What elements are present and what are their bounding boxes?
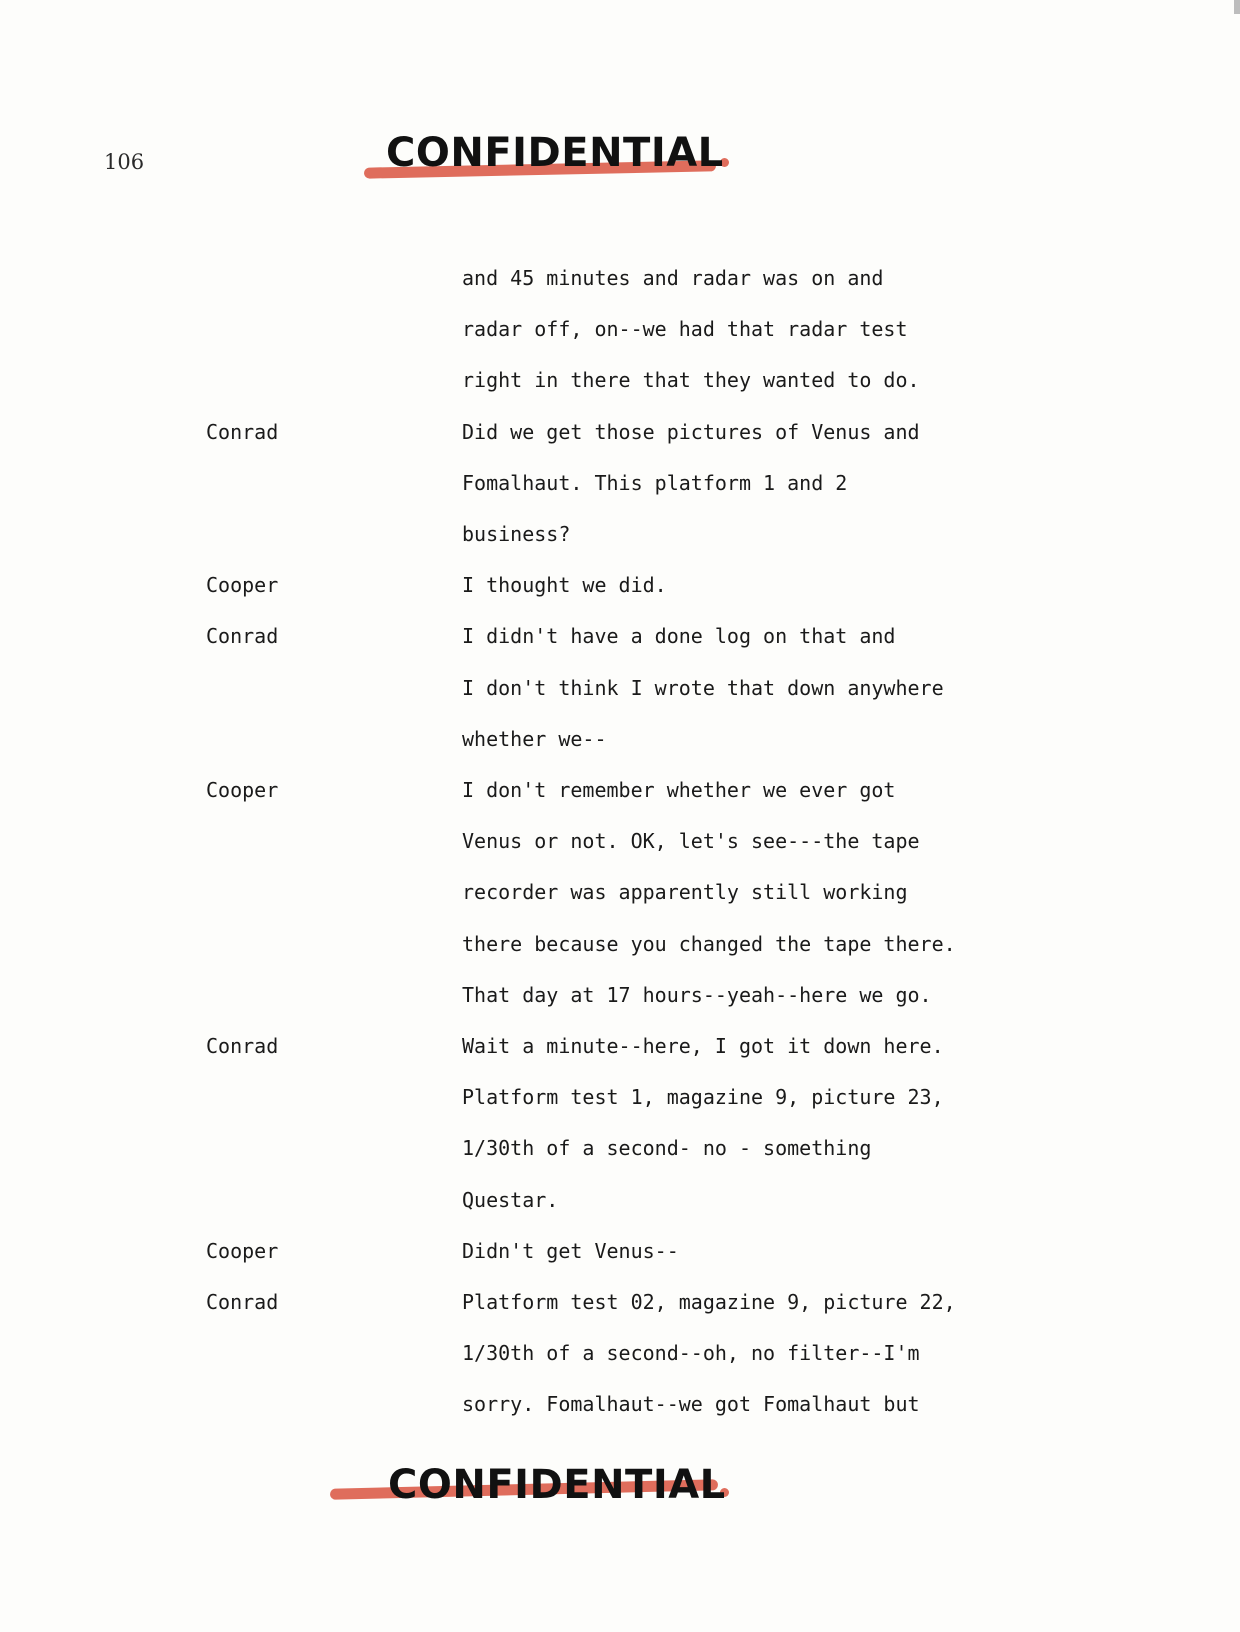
dialogue-text: Didn't get Venus--	[462, 1238, 679, 1263]
dialogue-text: Platform test 02, magazine 9, picture 22,	[462, 1290, 956, 1314]
dialogue-text: Venus or not. OK, let's see---the tape	[462, 829, 920, 854]
dialogue-text: Fomalhaut. This platform 1 and 2	[462, 470, 848, 495]
dialogue-text: right in there that they wanted to do.	[462, 368, 920, 393]
dialogue-text: I didn't have a done log on that and	[462, 624, 896, 649]
transcript-line	[0, 360, 1240, 400]
dialogue-text: I don't think I wrote that down anywhere	[462, 675, 944, 700]
dialogue-text: recorder was apparently still working	[462, 880, 908, 905]
transcript-line	[0, 1026, 1240, 1066]
dialogue-text: there because you changed the tape there.	[462, 931, 956, 956]
speaker-name: Conrad	[206, 419, 279, 444]
speaker-name: Conrad	[206, 1034, 279, 1058]
confidential-stamp-bottom	[326, 1462, 746, 1522]
dialogue-text: 1/30th of a second- no - something	[462, 1136, 872, 1161]
transcript-line	[0, 309, 1240, 349]
speaker-name: Cooper	[206, 573, 279, 598]
dialogue-text: business?	[462, 522, 571, 546]
dialogue-text: Did we get those pictures of Venus and	[462, 419, 920, 444]
dialogue-text: radar off, on--we had that radar test	[462, 317, 908, 342]
dialogue-text: I thought we did.	[462, 573, 667, 598]
transcript-line	[0, 668, 1240, 708]
speaker-name: Conrad	[206, 624, 279, 649]
dialogue-text: 1/30th of a second--oh, no filter--I'm	[462, 1341, 920, 1366]
page-number: 106	[104, 150, 145, 174]
dialogue-text: sorry. Fomalhaut--we got Fomalhaut but	[462, 1392, 920, 1417]
stamp-text: CONFIDENTIAL	[388, 1462, 726, 1508]
dialogue-text: Questar.	[462, 1187, 559, 1212]
dialogue-text: whether we--	[462, 726, 607, 751]
dialogue-text: Platform test 1, magazine 9, picture 23,	[462, 1085, 944, 1110]
transcript-line	[0, 1180, 1240, 1220]
transcript-line	[0, 514, 1240, 554]
speaker-name: Cooper	[206, 1238, 279, 1263]
transcript-line	[0, 1333, 1240, 1373]
dialogue-text: Wait a minute--here, I got it down here.	[462, 1034, 944, 1058]
transcript-line	[0, 1282, 1240, 1322]
transcript-line	[0, 565, 1240, 605]
transcript-line	[0, 1128, 1240, 1168]
transcript-line	[0, 412, 1240, 452]
transcript-line	[0, 719, 1240, 759]
transcript-line	[0, 821, 1240, 861]
transcript-line	[0, 872, 1240, 912]
dialogue-text: and 45 minutes and radar was on and	[462, 266, 884, 290]
dialogue-text: I don't remember whether we ever got	[462, 778, 896, 802]
speaker-name: Conrad	[206, 1290, 279, 1314]
transcript-line	[0, 1384, 1240, 1424]
stamp-text: CONFIDENTIAL	[386, 130, 724, 176]
transcript-line	[0, 1077, 1240, 1117]
transcript-line	[0, 975, 1240, 1015]
transcript-line	[0, 770, 1240, 810]
transcript-line	[0, 924, 1240, 964]
dialogue-text: That day at 17 hours--yeah--here we go.	[462, 982, 932, 1007]
speaker-name: Cooper	[206, 778, 279, 802]
transcript-line	[0, 463, 1240, 503]
transcript-line	[0, 1231, 1240, 1271]
page-edge-mark	[1234, 0, 1240, 14]
transcript-line	[0, 258, 1240, 298]
confidential-stamp-top	[350, 128, 770, 188]
transcript-line	[0, 616, 1240, 656]
